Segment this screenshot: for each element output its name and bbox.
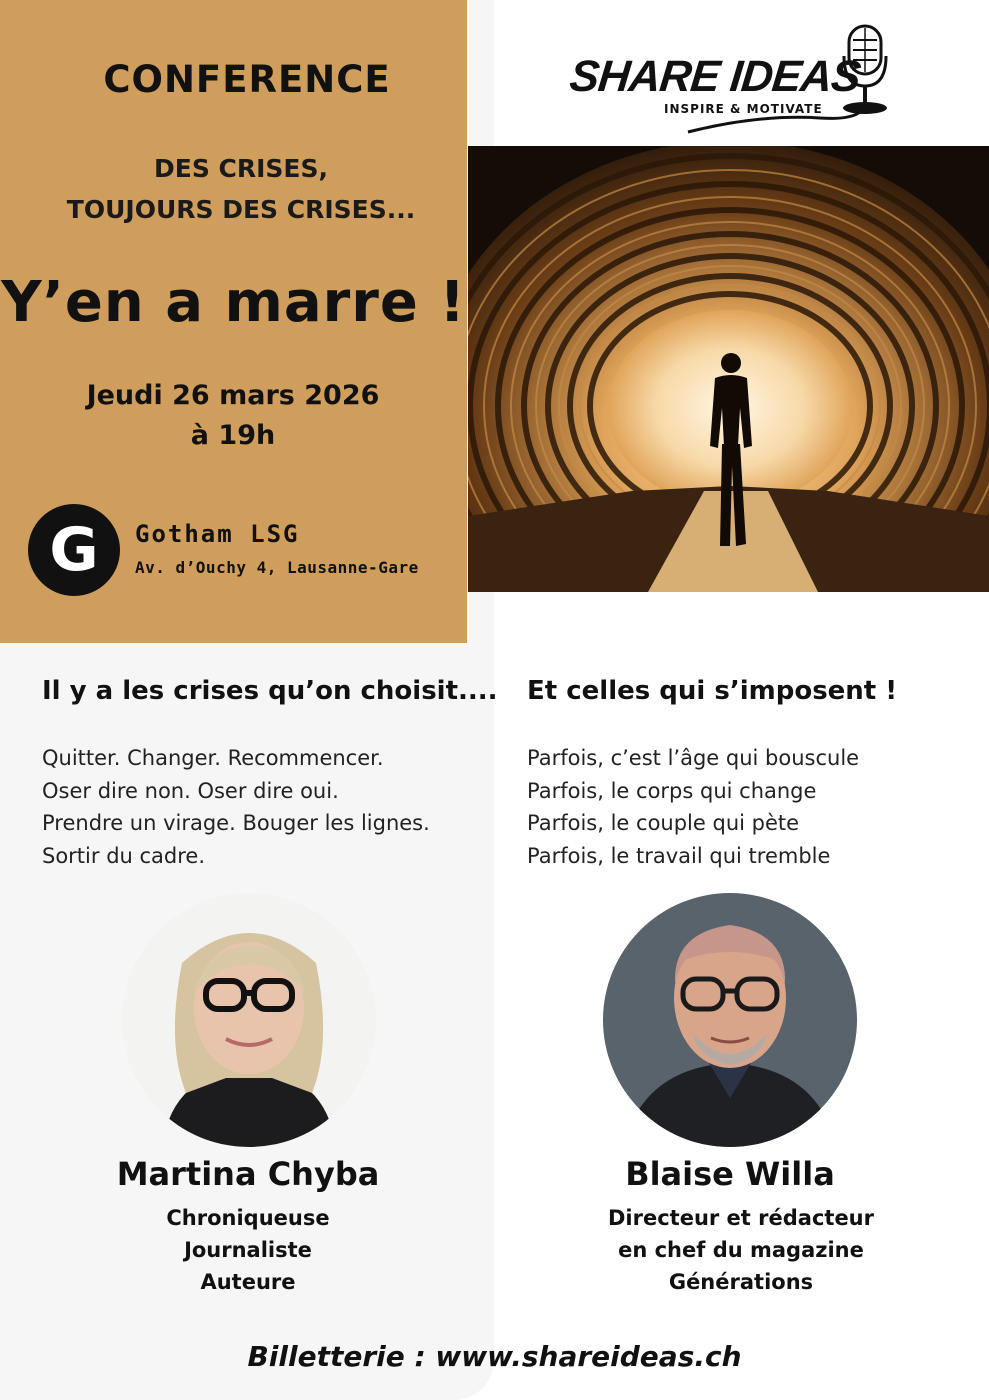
brand-tagline: INSPIRE & MOTIVATE bbox=[664, 102, 823, 116]
event-type-label: CONFERENCE bbox=[103, 58, 391, 101]
right-line-1: Parfois, c’est l’âge qui bouscule bbox=[527, 746, 860, 770]
speaker-2-name: Blaise Willa bbox=[625, 1155, 835, 1193]
event-headline: Y’en a marre ! bbox=[1, 270, 466, 335]
speaker-2-role-1: Directeur et rédacteur bbox=[607, 1206, 874, 1230]
left-line-3: Prendre un virage. Bouger les lignes. bbox=[42, 811, 430, 835]
left-line-1: Quitter. Changer. Recommencer. bbox=[42, 746, 384, 770]
left-line-4: Sortir du cadre. bbox=[42, 843, 206, 868]
speaker-2-role-3: Générations bbox=[668, 1270, 814, 1294]
brand-logo bbox=[567, 22, 900, 142]
speaker-2-portrait bbox=[603, 893, 857, 1147]
ticketing-link[interactable]: Billetterie : www.shareideas.ch bbox=[247, 1340, 742, 1373]
right-line-4: Parfois, le travail qui tremble bbox=[527, 843, 831, 868]
speaker-2-role-2: en chef du magazine bbox=[618, 1238, 864, 1262]
event-subtitle-line-1: DES CRISES, bbox=[153, 154, 329, 183]
tunnel-illustration bbox=[468, 146, 989, 592]
speaker-1-role-3: Auteure bbox=[200, 1270, 296, 1294]
right-line-2: Parfois, le corps qui change bbox=[527, 778, 817, 803]
speaker-1-portrait bbox=[122, 893, 376, 1147]
right-column-text bbox=[527, 742, 859, 872]
left-column-title: Il y a les crises qu’on choisit.... bbox=[42, 676, 498, 706]
speaker-1-name: Martina Chyba bbox=[116, 1155, 380, 1193]
event-subtitle-line-2: TOUJOURS DES CRISES... bbox=[66, 195, 416, 224]
left-column-text bbox=[42, 742, 430, 872]
speaker-1-role-1: Chroniqueuse bbox=[166, 1206, 330, 1230]
speaker-1-role-2: Journaliste bbox=[184, 1238, 312, 1262]
event-date bbox=[0, 376, 466, 456]
right-line-3: Parfois, le couple qui pète bbox=[527, 811, 800, 835]
speaker-2-roles bbox=[591, 1202, 891, 1298]
speaker-1-roles bbox=[108, 1202, 388, 1298]
venue-logo-icon: G bbox=[28, 504, 120, 596]
left-line-2: Oser dire non. Oser dire oui. bbox=[42, 778, 339, 803]
event-subtitle bbox=[0, 148, 482, 230]
event-date-time: à 19h bbox=[190, 420, 276, 451]
event-date-day: Jeudi 26 mars 2026 bbox=[86, 380, 380, 411]
venue-name: Gotham LSG bbox=[135, 520, 300, 548]
brand-name: SHARE IDEAS bbox=[567, 52, 863, 101]
venue-address: Av. d’Ouchy 4, Lausanne-Gare bbox=[135, 558, 419, 577]
right-column-title: Et celles qui s’imposent ! bbox=[527, 676, 898, 706]
